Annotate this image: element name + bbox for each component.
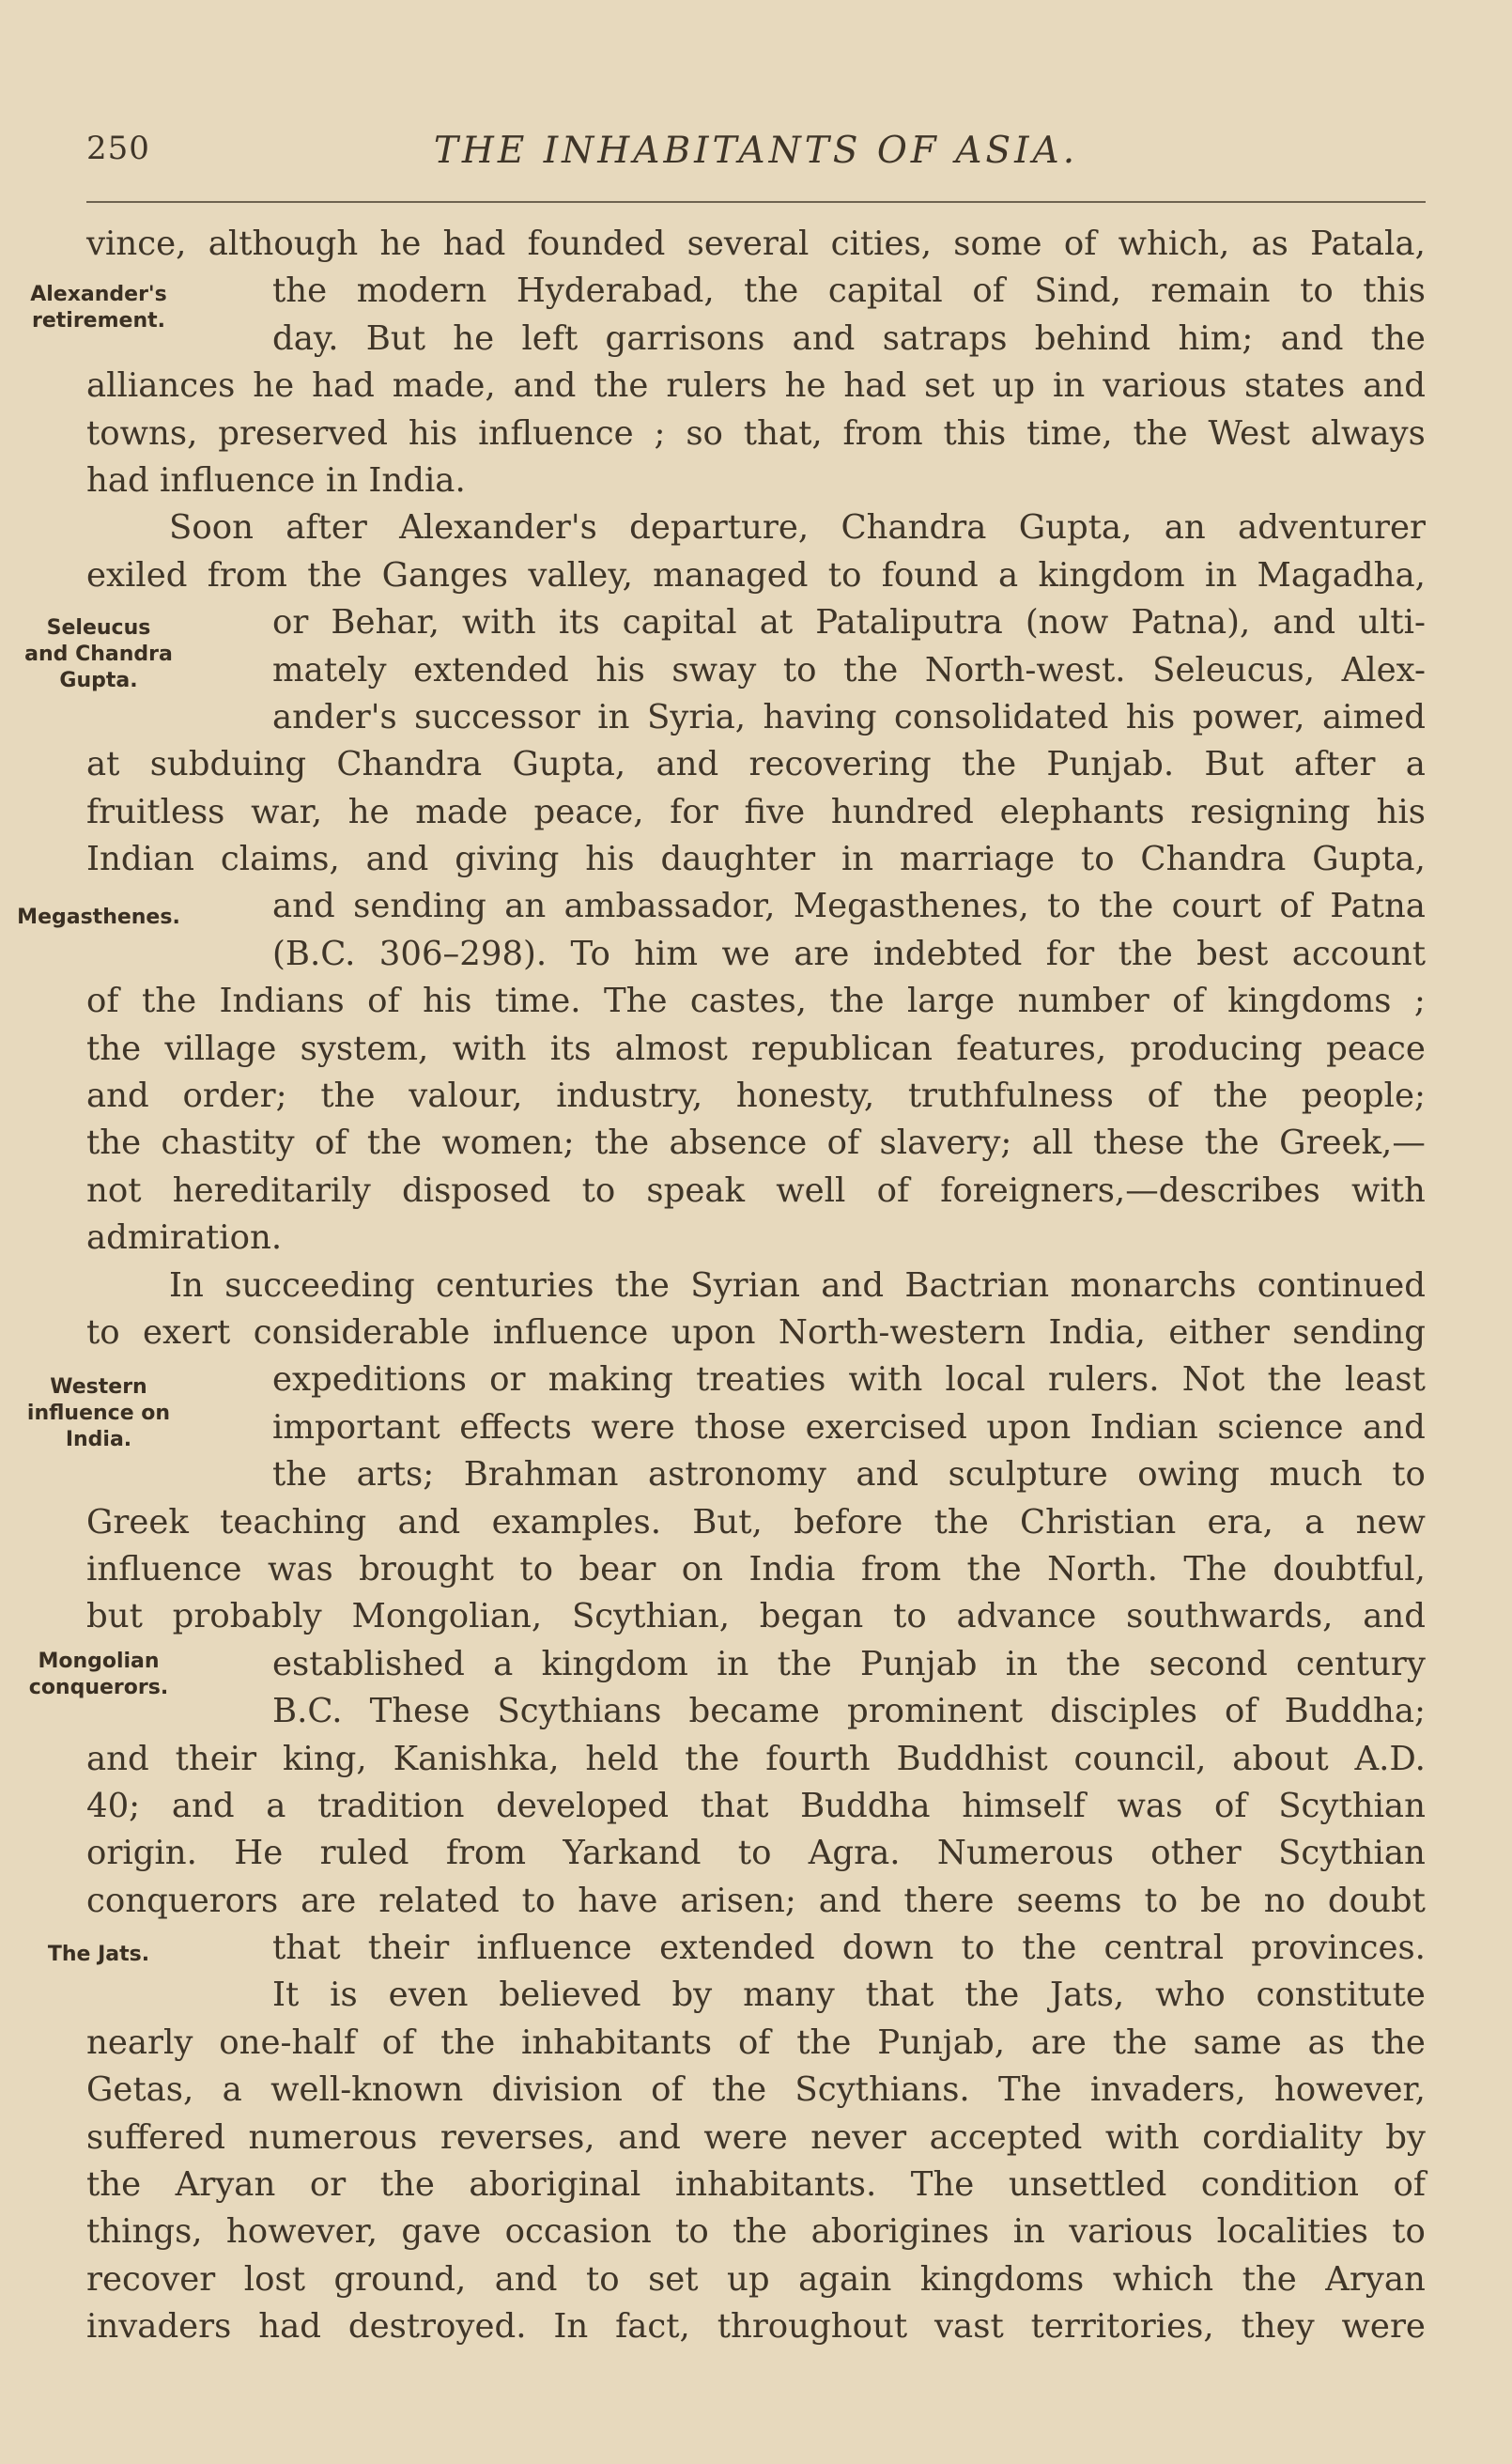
- text-line: established a kingdom in the Punjab in the second century: [272, 1644, 1426, 1683]
- text-line: influence was brought to bear on India from the North. The doubtful,: [86, 1549, 1426, 1588]
- sidenote-line: Western: [50, 1375, 147, 1399]
- text-line: the village system, with its almost republican features, producing peace: [86, 1029, 1426, 1068]
- text-line: alliances he had made, and the rulers he had set up in various states and: [86, 366, 1426, 406]
- sidenote-line: and Chandra: [24, 643, 173, 666]
- text-line: at subduing Chandra Gupta, and recovering the Punjab. But after a: [86, 745, 1426, 784]
- text-line: the Aryan or the aboriginal inhabitants. The unsettled condition of: [86, 2165, 1426, 2205]
- text-line: not hereditarily disposed to speak well of foreigners,—describes with: [86, 1170, 1426, 1210]
- page-header: [86, 130, 1426, 186]
- sidenote: [9, 1649, 188, 1701]
- text-line: Greek teaching and examples. But, before the Christian era, a new: [86, 1502, 1426, 1542]
- text-line: and sending an ambassador, Megasthenes, to the court of Patna: [272, 887, 1426, 926]
- text-line: that their influence extended down to the central provinces.: [272, 1929, 1426, 1968]
- text-line: ander's successor in Syria, having consolidated his power, aimed: [272, 697, 1426, 736]
- sidenote: [9, 905, 188, 931]
- text-line: exiled from the Ganges valley, managed to found a kingdom in Magadha,: [86, 555, 1426, 595]
- text-line: the arts; Brahman astronomy and sculpture owing much to: [272, 1455, 1426, 1495]
- text-line: expeditions or making treaties with local rulers. Not the least: [272, 1360, 1426, 1400]
- sidenote-line: conquerors.: [28, 1676, 169, 1699]
- text-line: fruitless war, he made peace, for five hundred elephants resigning his: [86, 792, 1426, 831]
- text-line: of the Indians of his time. The castes, the large number of kingdoms ;: [86, 982, 1426, 1021]
- text-line: and their king, Kanishka, held the fourth Buddhist council, about A.D.: [86, 1739, 1426, 1778]
- body-text: [86, 221, 1426, 2351]
- sidenote-line: Alexander's: [30, 283, 167, 306]
- text-line: conquerors are related to have arisen; and there seems to be no doubt: [86, 1881, 1426, 1920]
- text-line: to exert considerable influence upon North-western India, either sending: [86, 1312, 1426, 1352]
- text-line: Indian claims, and giving his daughter in marriage to Chandra Gupta,: [86, 840, 1426, 879]
- text-line: suffered numerous reverses, and were never accepted with cordiality by: [86, 2117, 1426, 2157]
- page-number: 250: [86, 130, 150, 167]
- running-head: THE INHABITANTS OF ASIA.: [433, 130, 1079, 172]
- text-line: In succeeding centuries the Syrian and Bactrian monarchs continued: [169, 1265, 1426, 1305]
- text-line: nearly one-half of the inhabitants of the Punjab, are the same as the: [86, 2022, 1426, 2062]
- sidenote-line: Gupta.: [59, 669, 138, 692]
- text-line: admiration.: [86, 1218, 283, 1258]
- text-line: the chastity of the women; the absence of slavery; all these the Greek,—: [86, 1124, 1426, 1163]
- text-line: important effects were those exercised upon Indian science and: [272, 1407, 1426, 1447]
- text-line: B.C. These Scythians became prominent disciples of Buddha;: [272, 1692, 1426, 1731]
- text-line: recover lost ground, and to set up again kingdoms which the Aryan: [86, 2259, 1426, 2299]
- text-line: Soon after Alexander's departure, Chandra Gupta, an adventurer: [169, 508, 1426, 548]
- sidenote: [9, 615, 188, 694]
- text-line: origin. He ruled from Yarkand to Agra. Numerous other Scythian: [86, 1834, 1426, 1873]
- text-line: (B.C. 306–298). To him we are indebted for the best account: [272, 934, 1426, 973]
- text-line: Getas, a well-known division of the Scythians. The invaders, however,: [86, 2070, 1426, 2110]
- text-line: invaders had destroyed. In fact, throughout vast territories, they were: [86, 2307, 1426, 2347]
- sidenote-line: India.: [65, 1428, 132, 1451]
- sidenote-line: retirement.: [32, 309, 165, 333]
- text-line: day. But he left garrisons and satraps behind him; and the: [272, 318, 1426, 358]
- text-line: towns, preserved his influence ; so that, from this time, the West always: [86, 413, 1426, 453]
- sidenote-line: Megasthenes.: [17, 906, 180, 929]
- sidenote-line: Mongolian: [38, 1650, 160, 1673]
- header-rule: [86, 201, 1426, 203]
- text-line: 40; and a tradition developed that Buddha himself was of Scythian: [86, 1786, 1426, 1825]
- sidenote: [9, 1942, 188, 1968]
- text-line: vince, although he had founded several cities, some of which, as Patala,: [86, 225, 1426, 263]
- text-line: and order; the valour, industry, honesty, truthfulness of the people;: [86, 1077, 1426, 1116]
- sidenote: [9, 1374, 188, 1453]
- text-line: or Behar, with its capital at Pataliputra (now Patna), and ulti-: [272, 603, 1426, 643]
- sidenote-line: The Jats.: [47, 1943, 150, 1966]
- text-line: the modern Hyderabad, the capital of Sind, remain to this: [272, 271, 1426, 311]
- sidenote: [9, 282, 188, 334]
- text-line: had influence in India.: [86, 460, 466, 500]
- text-line: things, however, gave occasion to the aborigines in various localities to: [86, 2212, 1426, 2252]
- text-line: but probably Mongolian, Scythian, began to advance southwards, and: [86, 1597, 1426, 1636]
- sidenote-line: Seleucus: [46, 616, 151, 640]
- sidenote-line: influence on: [26, 1402, 171, 1425]
- text-line: mately extended his sway to the North-west. Seleucus, Alex-: [272, 650, 1426, 690]
- text-line: It is even believed by many that the Jats, who constitute: [272, 1976, 1426, 2015]
